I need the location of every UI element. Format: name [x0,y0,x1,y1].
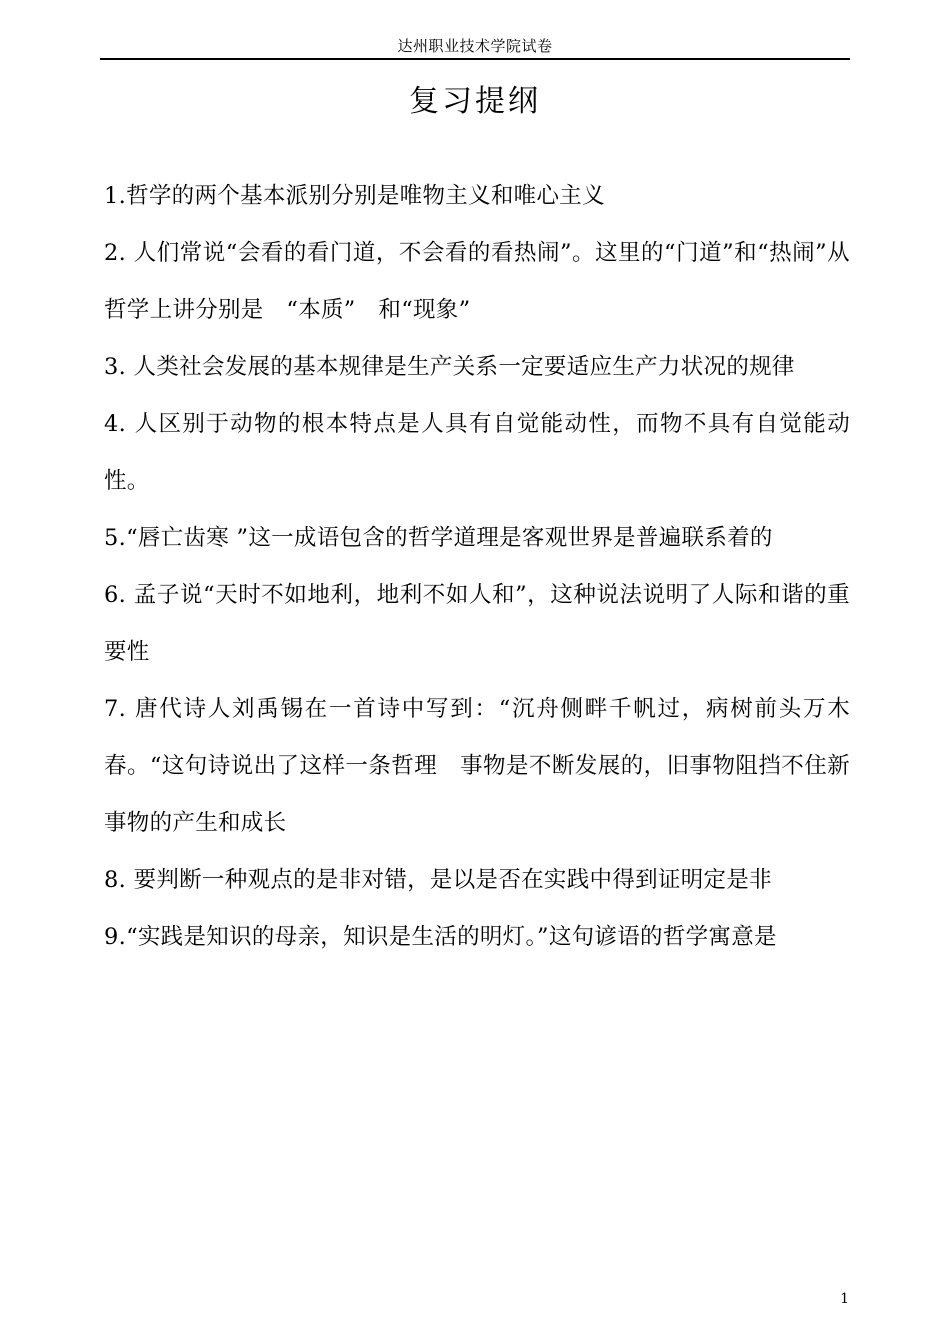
outline-item-4: 4. 人区别于动物的根本特点是人具有自觉能动性，而物不具有自觉能动性。 [104,411,850,494]
outline-item-8: 8. 要判断一种观点的是非对错，是以是否在实践中得到证明定是非 [104,867,772,893]
page-header [100,36,850,60]
outline-item-6: 6. 孟子说“天时不如地利，地利不如人和”，这种说法说明了人际和谐的重要性 [104,582,850,665]
outline-item-3: 3. 人类社会发展的基本规律是生产关系一定要适应生产力状况的规律 [104,354,795,380]
header-text: 达州职业技术学院试卷 [397,37,553,55]
outline-item-1: 1.哲学的两个基本派别分别是唯物主义和唯心主义 [104,183,605,209]
document-title: 复习提纲 [409,84,541,119]
outline-item-5: 5.“唇亡齿寒 ”这一成语包含的哲学道理是客观世界是普遍联系着的 [104,525,773,551]
outline-item-7: 7. 唐代诗人刘禹锡在一首诗中写到：“沉舟侧畔千帆过，病树前头万木春。“这句诗说出了这样一条哲理 事物是不断发展的，旧事物阻挡不住新事物的产生和成长 [104,696,850,836]
page-number: 1 [840,1291,849,1307]
outline-item-2: 2. 人们常说“会看的看门道，不会看的看热闹”。这里的“门道”和“热闹”从哲学上讲分别是 “本质” 和“现象” [104,240,850,323]
outline-list [104,168,850,966]
outline-item-9: 9.“实践是知识的母亲，知识是生活的明灯。”这句谚语的哲学寓意是 [104,924,777,950]
